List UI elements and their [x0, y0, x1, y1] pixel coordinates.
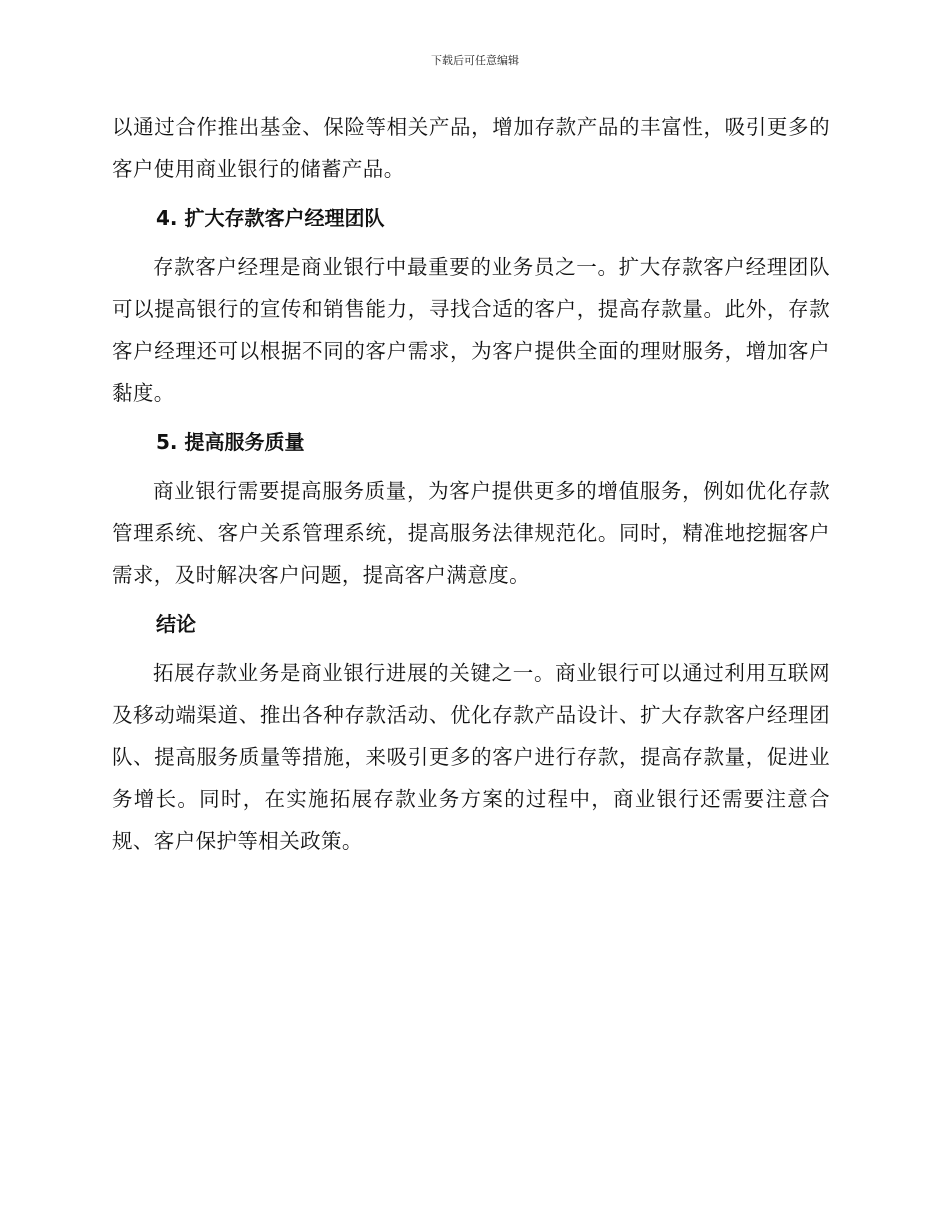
section-heading-conclusion: 结论 — [156, 612, 196, 636]
paragraph-continued: 以通过合作推出基金、保险等相关产品，增加存款产品的丰富性，吸引更多的客户使用商业银行的储蓄产品。 — [112, 115, 830, 181]
paragraph-conclusion: 拓展存款业务是商业银行进展的关键之一。商业银行可以通过利用互联网及移动端渠道、推出各种存款活动、优化存款产品设计、扩大存款客户经理团队、提高服务质量等措施，来吸引更多的客户进行存款，提高存款量，促进业务增长。同时，在实施拓展存款业务方案的过程中，商业银行还需要注意合规、客户保护等相关政策。 — [112, 661, 830, 853]
section-heading-4: 4. 扩大存款客户经理团队 — [156, 206, 385, 230]
document-body — [112, 106, 830, 862]
paragraph-account-managers: 存款客户经理是商业银行中最重要的业务员之一。扩大存款客户经理团队可以提高银行的宣传和销售能力，寻找合适的客户，提高存款量。此外，存款客户经理还可以根据不同的客户需求，为客户提供全面的理财服务，增加客户黏度。 — [112, 255, 830, 405]
section-heading-5: 5. 提高服务质量 — [156, 430, 305, 454]
page-header-note: 下载后可任意编辑 — [431, 54, 519, 67]
paragraph-service-quality: 商业银行需要提高服务质量，为客户提供更多的增值服务，例如优化存款管理系统、客户关系管理系统，提高服务法律规范化。同时，精准地挖掘客户需求，及时解决客户问题，提高客户满意度。 — [112, 479, 830, 587]
